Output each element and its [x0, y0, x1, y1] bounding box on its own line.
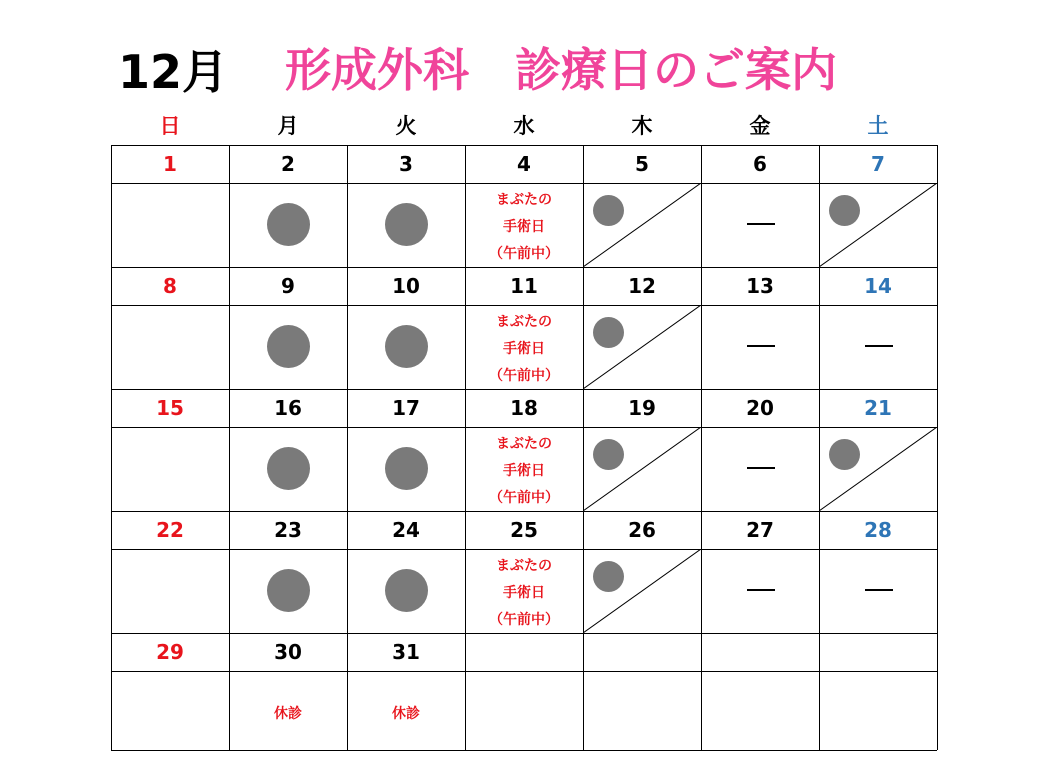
- consultation-mark-full: [267, 203, 310, 246]
- day-number: 24: [392, 518, 420, 542]
- weekday-label: 水: [513, 114, 535, 138]
- surgery-note-line: 手術日: [503, 341, 545, 357]
- consultation-mark-morning: [593, 195, 624, 226]
- surgery-note-line: まぶたの: [496, 436, 552, 452]
- surgery-note-line: （午前中）: [489, 246, 559, 262]
- day-content-cell: [583, 427, 701, 511]
- day-number: 8: [163, 274, 177, 298]
- weekday-label: 土: [867, 114, 889, 138]
- day-content-cell: [701, 305, 819, 389]
- day-number: 10: [392, 274, 420, 298]
- day-number: 31: [392, 640, 420, 664]
- no-consultation-dash: [747, 345, 775, 347]
- day-content-cell: [701, 671, 819, 750]
- day-number: 29: [156, 640, 184, 664]
- day-number: 1: [163, 152, 177, 176]
- page-title: 形成外科 診療日のご案内: [285, 43, 837, 97]
- day-number: 12: [628, 274, 656, 298]
- day-content-cell: [229, 671, 347, 750]
- consultation-mark-full: [267, 447, 310, 490]
- day-content-cell: [347, 671, 465, 750]
- surgery-note-line: まぶたの: [496, 192, 552, 208]
- eyelid-surgery-note: [465, 309, 583, 389]
- day-number: 18: [510, 396, 538, 420]
- day-number: 22: [156, 518, 184, 542]
- day-content-cell: [465, 427, 583, 511]
- day-content-cell: [111, 427, 229, 511]
- day-number: 16: [274, 396, 302, 420]
- weekday-label: 金: [749, 114, 771, 138]
- day-number: 27: [746, 518, 774, 542]
- surgery-note-line: 手術日: [503, 585, 545, 601]
- day-number: 21: [864, 396, 892, 420]
- day-content-cell: [465, 671, 583, 750]
- weekday-label: 火: [395, 114, 417, 138]
- eyelid-surgery-note: [465, 553, 583, 633]
- day-content-cell: [347, 427, 465, 511]
- day-number: [465, 633, 583, 671]
- day-number: 7: [871, 152, 885, 176]
- day-number: 20: [746, 396, 774, 420]
- day-number: 13: [746, 274, 774, 298]
- day-number: 6: [753, 152, 767, 176]
- day-content-cell: [347, 305, 465, 389]
- day-content-cell: [229, 427, 347, 511]
- day-number: 23: [274, 518, 302, 542]
- eyelid-surgery-note: [465, 431, 583, 511]
- no-consultation-dash: [865, 589, 893, 591]
- closed-label: 休診: [274, 706, 302, 722]
- day-number: 11: [510, 274, 538, 298]
- day-number: 26: [628, 518, 656, 542]
- day-content-cell: [111, 671, 229, 750]
- day-number: 3: [399, 152, 413, 176]
- day-number: 4: [517, 152, 531, 176]
- day-number: [701, 633, 819, 671]
- day-content-cell: [465, 549, 583, 633]
- day-content-cell: [701, 183, 819, 267]
- eyelid-surgery-note: [465, 187, 583, 267]
- day-content-cell: [465, 183, 583, 267]
- no-consultation-dash: [865, 345, 893, 347]
- day-number: 28: [864, 518, 892, 542]
- surgery-note-line: まぶたの: [496, 314, 552, 330]
- day-content-cell: [819, 549, 937, 633]
- day-content-cell: [583, 183, 701, 267]
- surgery-note-line: （午前中）: [489, 490, 559, 506]
- day-number: 15: [156, 396, 184, 420]
- day-content-cell: [819, 427, 937, 511]
- consultation-mark-full: [385, 447, 428, 490]
- surgery-note-line: （午前中）: [489, 612, 559, 628]
- surgery-note-line: まぶたの: [496, 558, 552, 574]
- consultation-mark-full: [267, 569, 310, 612]
- day-number: 14: [864, 274, 892, 298]
- day-content-cell: [229, 305, 347, 389]
- month-heading: 12月: [118, 45, 229, 99]
- day-content-cell: [347, 183, 465, 267]
- day-number: [583, 633, 701, 671]
- closed-label: 休診: [392, 706, 420, 722]
- no-consultation-dash: [747, 467, 775, 469]
- consultation-mark-morning: [593, 561, 624, 592]
- weekday-label: 日: [159, 114, 181, 138]
- day-number: 9: [281, 274, 295, 298]
- consultation-mark-full: [385, 203, 428, 246]
- surgery-note-line: 手術日: [503, 219, 545, 235]
- day-number: 25: [510, 518, 538, 542]
- consultation-mark-morning: [593, 317, 624, 348]
- day-content-cell: [583, 549, 701, 633]
- day-content-cell: [347, 549, 465, 633]
- consultation-mark-full: [267, 325, 310, 368]
- day-content-cell: [111, 183, 229, 267]
- day-content-cell: [229, 549, 347, 633]
- day-number: 5: [635, 152, 649, 176]
- day-number: 17: [392, 396, 420, 420]
- day-content-cell: [229, 183, 347, 267]
- no-consultation-dash: [747, 223, 775, 225]
- day-content-cell: [819, 183, 937, 267]
- day-number: [819, 633, 937, 671]
- weekday-label: 月: [277, 114, 299, 138]
- consultation-mark-full: [385, 569, 428, 612]
- surgery-note-line: （午前中）: [489, 368, 559, 384]
- day-content-cell: [583, 671, 701, 750]
- consultation-mark-full: [385, 325, 428, 368]
- day-content-cell: [465, 305, 583, 389]
- day-content-cell: [819, 671, 937, 750]
- day-number: 19: [628, 396, 656, 420]
- consultation-mark-morning: [829, 195, 860, 226]
- day-number: 2: [281, 152, 295, 176]
- day-content-cell: [111, 549, 229, 633]
- day-content-cell: [819, 305, 937, 389]
- day-content-cell: [701, 549, 819, 633]
- consultation-mark-morning: [593, 439, 624, 470]
- surgery-note-line: 手術日: [503, 463, 545, 479]
- day-content-cell: [701, 427, 819, 511]
- day-number: 30: [274, 640, 302, 664]
- weekday-label: 木: [631, 114, 653, 138]
- consultation-mark-morning: [829, 439, 860, 470]
- no-consultation-dash: [747, 589, 775, 591]
- day-content-cell: [111, 305, 229, 389]
- day-content-cell: [583, 305, 701, 389]
